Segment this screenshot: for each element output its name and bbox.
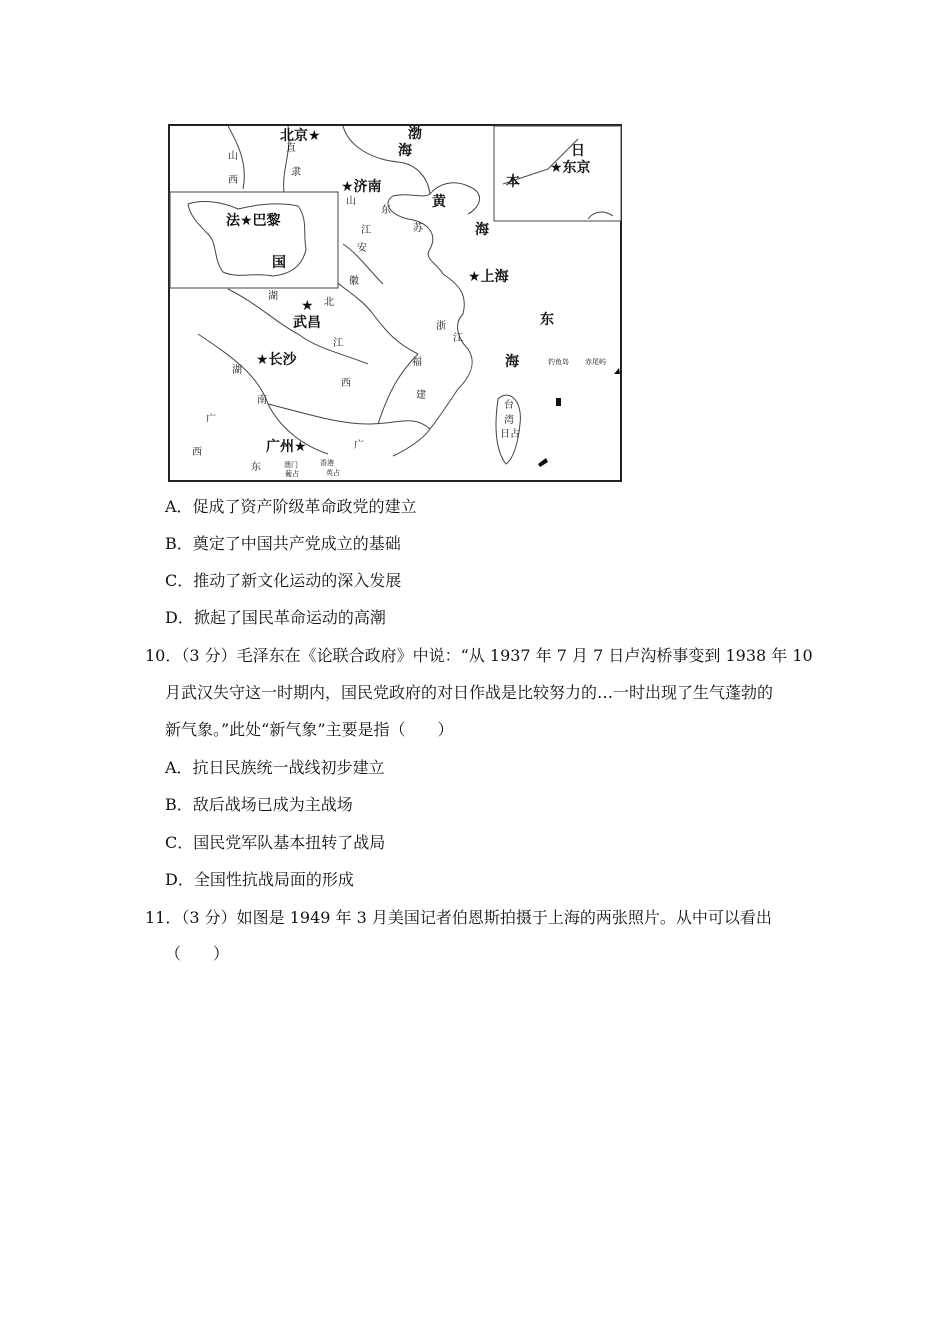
label-fu: 福 xyxy=(412,357,422,368)
label-huang: 黄 xyxy=(432,194,446,210)
label-chiwei: 赤尾屿 xyxy=(585,358,606,366)
label-su: 苏 xyxy=(413,223,423,234)
label-xianggang-occupied: 英占 xyxy=(326,469,340,477)
label-ben: 本 xyxy=(506,174,520,190)
q9-option-b: B．奠定了中国共产党成立的基础 xyxy=(165,534,401,553)
label-xianggang: 香港 xyxy=(320,459,334,467)
label-nan: 南 xyxy=(257,395,267,406)
label-an: 安 xyxy=(357,243,367,254)
label-jiang3: 江 xyxy=(333,338,343,349)
label-tai: 台 xyxy=(504,400,514,411)
label-aomen-occupied: 葡占 xyxy=(285,470,299,478)
label-ri-zhan: 日占 xyxy=(500,429,520,440)
q10-option-c: C．国民党军队基本扭转了战局 xyxy=(165,833,386,852)
label-dong: 东 xyxy=(381,205,391,216)
city-guangzhou: 广州★ xyxy=(266,439,307,455)
label-dong2: 东 xyxy=(540,312,554,328)
label-xi2: 西 xyxy=(341,378,351,389)
label-jian: 建 xyxy=(416,390,426,401)
q10-stem-line3: 新气象。”此处“新气象”主要是指（ ） xyxy=(165,720,454,739)
label-hui: 徽 xyxy=(349,276,359,287)
label-guo: 国 xyxy=(272,255,286,271)
label-bohai-1: 渤 xyxy=(408,126,422,142)
label-xi3: 西 xyxy=(192,447,202,458)
city-shanghai: ★上海 xyxy=(468,269,509,285)
label-hu2: 湖 xyxy=(232,365,242,376)
city-wuchang-star: ★ xyxy=(301,298,314,314)
label-hu1: 湖 xyxy=(268,291,278,302)
label-jiang2: 江 xyxy=(453,333,463,344)
label-wan: 湾 xyxy=(504,415,514,426)
label-guang1: 广 xyxy=(206,414,216,425)
q9-option-a: A．促成了资产阶级革命政党的建立 xyxy=(165,497,417,516)
label-shan2: 山 xyxy=(346,196,356,207)
q10-stem-line2: 月武汉失守这一时期内，国民党政府的对日作战是比较努力的…一时出现了生气蓬勃的 xyxy=(165,683,774,702)
q9-option-d: D．掀起了国民革命运动的高潮 xyxy=(165,608,386,627)
city-wuchang: 武昌 xyxy=(293,315,321,331)
city-tokyo: ★东京 xyxy=(550,160,591,176)
q9-option-c: C．推动了新文化运动的深入发展 xyxy=(165,571,402,590)
label-li: 隶 xyxy=(291,167,301,178)
label-zhe: 浙 xyxy=(436,321,446,332)
label-shan1: 山 xyxy=(228,151,238,162)
city-jinan: ★济南 xyxy=(341,179,382,195)
label-hai-dong: 海 xyxy=(505,354,519,370)
label-xi1: 西 xyxy=(228,175,238,186)
label-hai-huang: 海 xyxy=(475,222,489,238)
label-diaoyu: 钓鱼岛 xyxy=(548,358,569,366)
city-paris: 法★巴黎 xyxy=(226,213,281,229)
city-beijing: 北京★ xyxy=(280,128,321,144)
label-aomen: 澳门 xyxy=(284,461,298,469)
question-map xyxy=(168,124,622,482)
q10-option-d: D．全国性抗战局面的形成 xyxy=(165,870,354,889)
q11-stem-line2: （ ） xyxy=(165,944,230,963)
q10-option-a: A．抗日民族统一战线初步建立 xyxy=(165,758,385,777)
label-guang2: 广 xyxy=(354,440,364,451)
q10-stem-line1: 10．（3 分）毛泽东在《论联合政府》中说：“从 1937 年 7 月 7 日卢沟桥事变到 1938 年 10 xyxy=(145,646,813,665)
label-jiang: 江 xyxy=(361,225,371,236)
label-dong3: 东 xyxy=(251,462,261,473)
label-bei: 北 xyxy=(324,297,334,308)
q11-stem-line1: 11．（3 分）如图是 1949 年 3 月美国记者伯恩斯拍摄于上海的两张照片。从中可以看出 xyxy=(145,908,772,927)
q10-option-b: B．敌后战场已成为主战场 xyxy=(165,795,353,814)
label-zhi: 直 xyxy=(286,143,296,154)
label-ri: 日 xyxy=(571,143,585,159)
city-changsha: ★长沙 xyxy=(256,352,297,368)
label-bohai-2: 海 xyxy=(398,143,412,159)
